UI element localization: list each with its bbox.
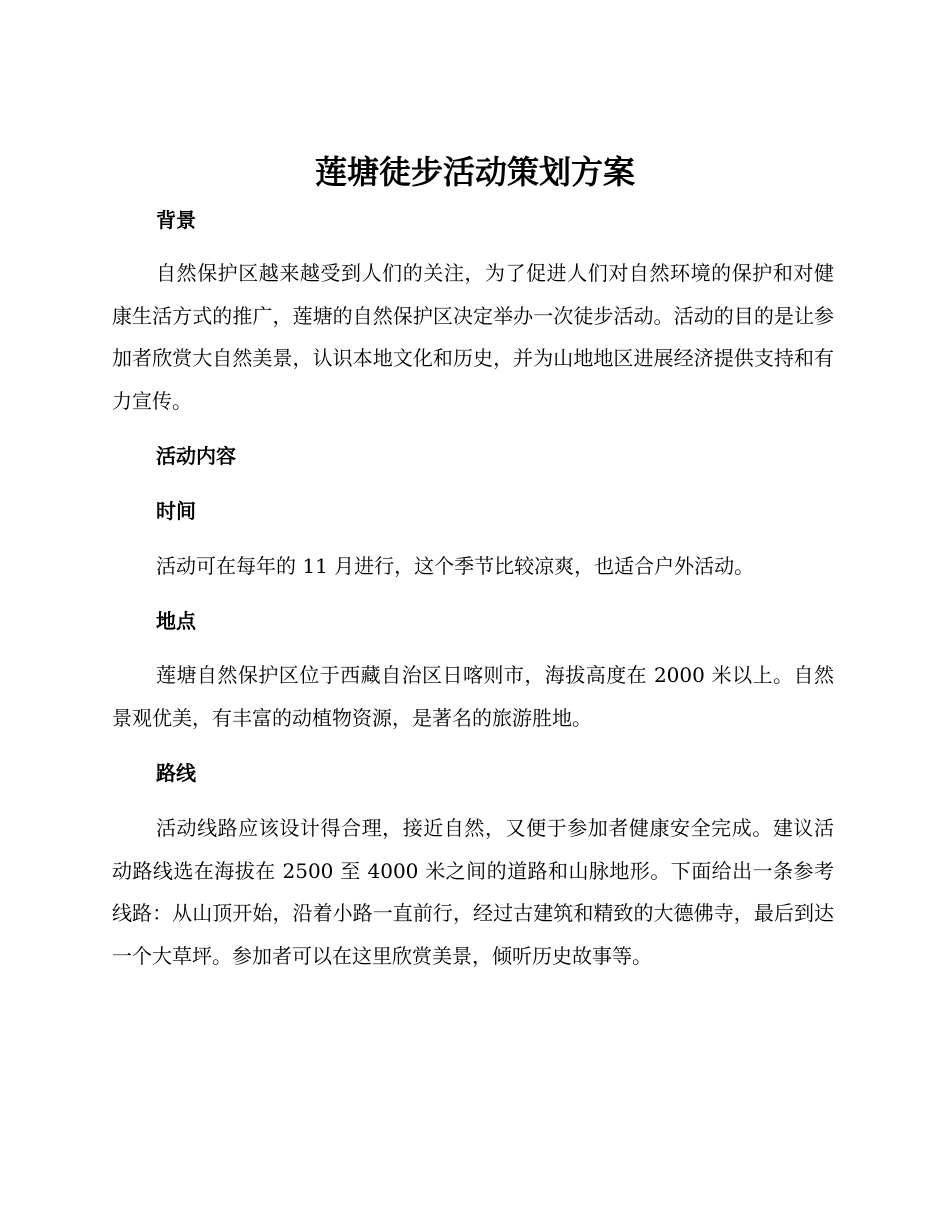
section-heading-activity-content: 活动内容 xyxy=(156,444,236,468)
section-paragraph-location: 莲塘自然保护区位于西藏自治区日喀则市，海拔高度在 2000 米以上。自然景观优美，有丰富的动植物资源，是著名的旅游胜地。 xyxy=(112,663,834,730)
document-title: 莲塘徒步活动策划方案 xyxy=(314,153,635,191)
section-paragraph-time: 活动可在每年的 11 月进行，这个季节比较凉爽，也适合户外活动。 xyxy=(156,554,755,578)
section-paragraph-route: 活动线路应该设计得合理，接近自然，又便于参加者健康安全完成。建议活动路线选在海拔在 2500 至 4000 米之间的道路和山脉地形。下面给出一条参考线路：从山顶开始，沿着小路一直前行，经过古建筑和精致的大德佛寺，最后到达一个大草坪。参加者可以在这里欣赏美景，倾听历史故事等。 xyxy=(112,816,834,968)
section-heading-time: 时间 xyxy=(156,499,196,523)
section-paragraph-background: 自然保护区越来越受到人们的关注，为了促进人们对自然环境的保护和对健康生活方式的推广，莲塘的自然保护区决定举办一次徒步活动。活动的目的是让参加者欣赏大自然美景，认识本地文化和历史，并为山地地区进展经济提供支持和有力宣传。 xyxy=(112,261,834,413)
section-heading-background: 背景 xyxy=(156,208,196,232)
section-heading-location: 地点 xyxy=(156,609,196,633)
section-heading-route: 路线 xyxy=(156,761,196,785)
